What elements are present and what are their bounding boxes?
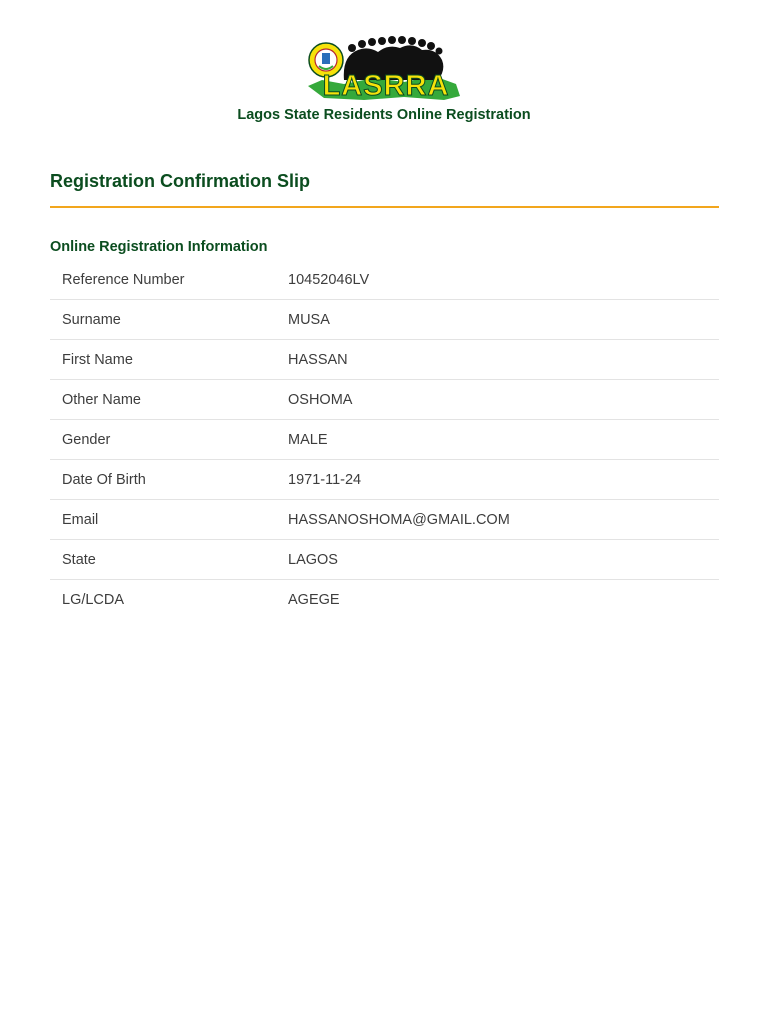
page-header	[0, 34, 768, 124]
field-value: HASSANOSHOMA@GMAIL.COM	[276, 500, 719, 540]
field-value: AGEGE	[288, 591, 340, 608]
field-value: HASSAN	[276, 340, 719, 380]
field-label: Reference Number	[50, 260, 276, 300]
field-value: 1971-11-24	[276, 460, 719, 500]
field-label: Surname	[50, 300, 276, 340]
field-value: MALE	[276, 420, 719, 460]
field-label: State	[50, 540, 276, 580]
field-value: OSHOMA	[276, 380, 719, 420]
registration-info-table	[50, 260, 719, 619]
table-row	[50, 420, 719, 460]
field-value: 10452046LV	[276, 260, 719, 300]
table-row	[50, 540, 719, 580]
field-label: First Name	[50, 340, 276, 380]
lasrra-logo	[304, 34, 464, 106]
field-label: Gender	[50, 420, 276, 460]
table-row	[50, 380, 719, 420]
title-divider	[50, 206, 719, 208]
field-value: MUSA	[276, 300, 719, 340]
field-value: LAGOS	[276, 540, 719, 580]
table-row	[50, 500, 719, 540]
slip-title: Registration Confirmation Slip	[50, 171, 311, 191]
field-label: Email	[50, 500, 276, 540]
table-row	[50, 300, 719, 340]
table-row	[50, 260, 719, 300]
field-label: Other Name	[50, 380, 276, 420]
field-label: LG/LCDA	[62, 591, 125, 608]
table-row	[50, 460, 719, 500]
field-label: Date Of Birth	[50, 460, 276, 500]
svg-text:LASRRA: LASRRA	[322, 70, 450, 102]
table-row	[50, 580, 719, 620]
section-title: Online Registration Information	[50, 239, 268, 255]
table-row	[50, 340, 719, 380]
header-subtitle: Lagos State Residents Online Registration	[237, 107, 531, 123]
